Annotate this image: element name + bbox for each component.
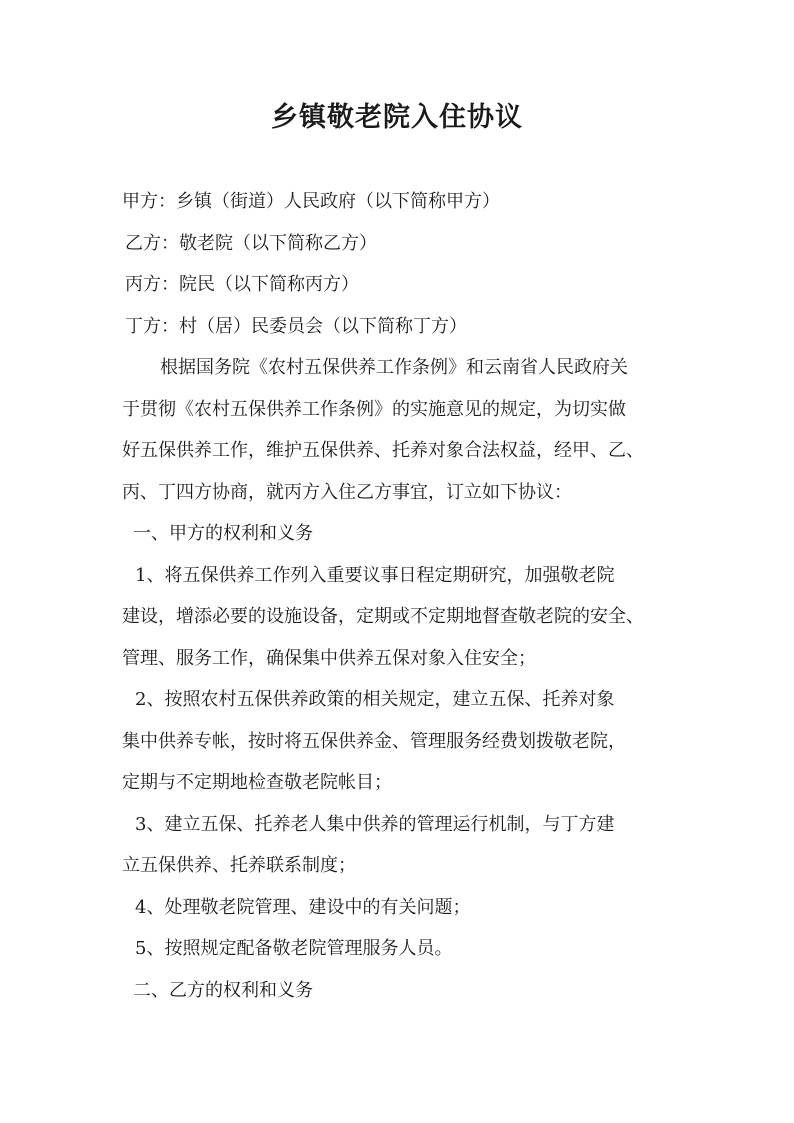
clause-2-line-1: 2、按照农村五保供养政策的相关规定，建立五保、托养对象: [135, 689, 615, 710]
party-c-line: 丙方：院民（以下简称丙方）: [125, 274, 359, 295]
preamble-line-3: 好五保供养工作，维护五保供养、托养对象合法权益，经甲、乙、: [122, 440, 644, 461]
clause-2-line-2: 集中供养专帐，按时将五保供养金、管理服务经费划拨敬老院，: [122, 730, 626, 752]
section-heading-1: 一、甲方的权利和义务: [133, 523, 313, 544]
clause-3-line-2: 立五保供养、托养联系制度；: [122, 855, 356, 876]
party-a-line: 甲方：乡镇（街道）人民政府（以下简称甲方）: [122, 191, 500, 212]
clause-4-line: 4、处理敬老院管理、建设中的有关问题；: [135, 896, 471, 918]
clause-1-line-3: 管理、服务工作，确保集中供养五保对象入住安全；: [122, 647, 536, 669]
document-body: [122, 181, 678, 1011]
clause-2-line-3: 定期与不定期地检查敬老院帐目；: [122, 772, 392, 793]
clause-3-line-1: 3、建立五保、托养老人集中供养的管理运行机制，与丁方建: [135, 813, 615, 835]
party-b-line: 乙方：敬老院（以下简称乙方）: [125, 232, 377, 254]
section-heading-2: 二、乙方的权利和义务: [133, 979, 313, 1001]
document-title: 乡镇敬老院入住协议: [271, 102, 523, 133]
preamble-line-4: 丙、丁四方协商，就丙方入住乙方事宜，订立如下协议：: [122, 481, 572, 503]
preamble-line-2: 于贯彻《农村五保供养工作条例》的实施意见的规定，为切实做: [122, 398, 626, 420]
clause-5-line: 5、按照规定配备敬老院管理服务人员。: [135, 938, 453, 959]
clause-1-line-2: 建设，增添必要的设施设备，定期或不定期地督查敬老院的安全、: [122, 606, 644, 627]
party-d-line: 丁方：村（居）民委员会（以下简称丁方）: [125, 315, 467, 337]
clause-1-line-1: 1、将五保供养工作列入重要议事日程定期研究，加强敬老院: [135, 564, 615, 586]
preamble-line-1: 根据国务院《农村五保供养工作条例》和云南省人民政府关: [160, 357, 628, 378]
